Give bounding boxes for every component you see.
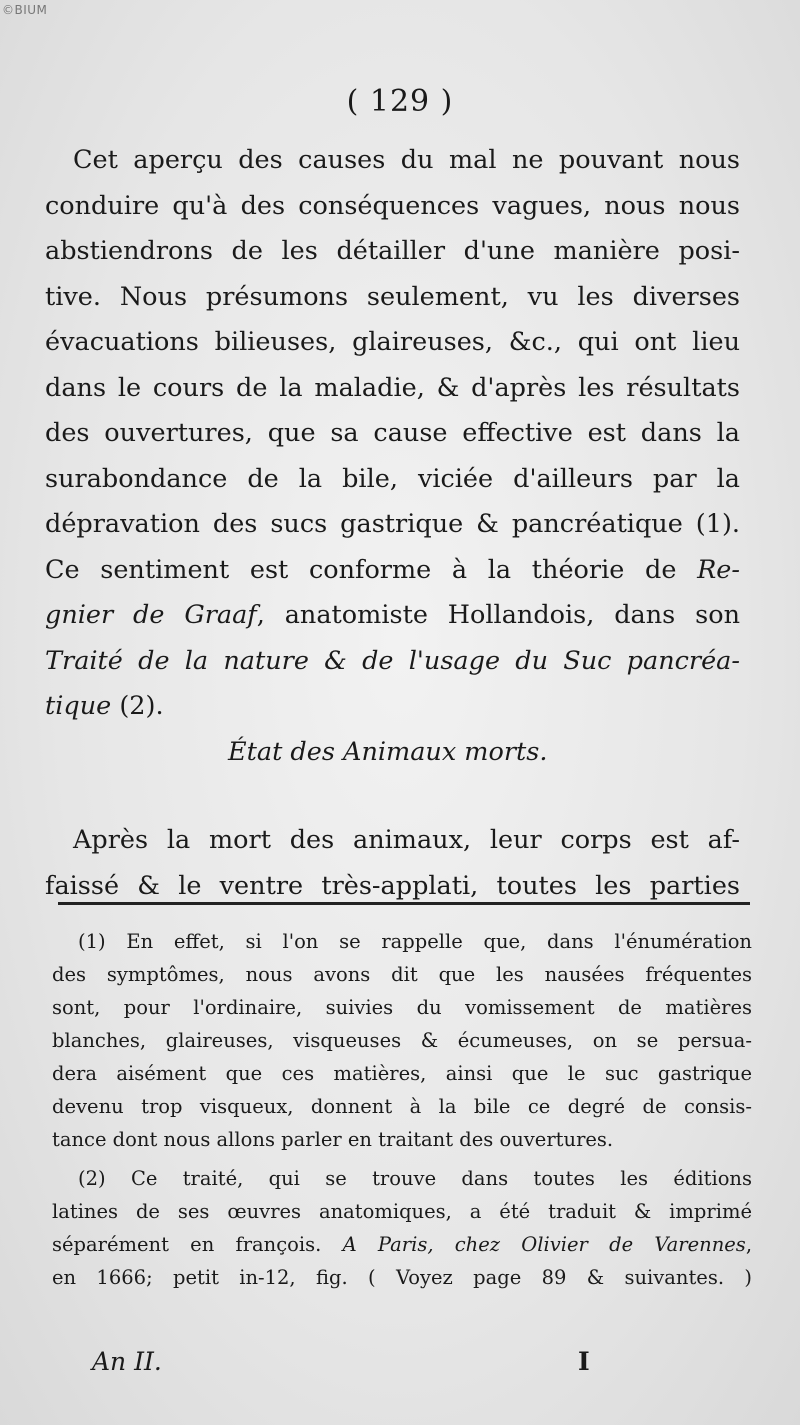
footnotes [52, 925, 752, 1294]
body-line-text: , anatomiste Hollandois, dans son [256, 600, 740, 630]
italic-text: Traité de la nature & de l'usage du Suc pancréa- [45, 645, 740, 676]
footnote-line: blanches, glaireuses, visqueuses & écumeuses, on se persua- [52, 1029, 752, 1052]
body-line: conduire qu'à des conséquences vagues, nous nous [45, 190, 740, 221]
footnote-text: séparément en françois. [52, 1233, 343, 1256]
footnote-text: , [745, 1233, 753, 1256]
body-line: dépravation des sucs gastrique & pancréatique (1). [45, 509, 740, 539]
footnote-line: (2) Ce traité, qui se trouve dans toutes les éditions [78, 1167, 752, 1190]
body-line: Cet aperçu des causes du mal ne pouvant nous [73, 145, 740, 175]
footnote-line: sont, pour l'ordinaire, suivies du vomissement de matières [52, 996, 752, 1019]
body-line: surabondance de la bile, viciée d'ailleurs par la [45, 463, 740, 494]
section-heading: État des Animaux morts. [228, 736, 548, 767]
body-line [45, 593, 740, 639]
footnote-line: (1) En effet, si l'on se rappelle que, dans l'énumération [78, 930, 752, 953]
signature-mark: An II. [92, 1347, 162, 1376]
body-line: abstiendrons de les détailler d'une manière posi- [45, 236, 740, 266]
italic-text: A Paris, chez Olivier de Varennes [342, 1233, 746, 1256]
footnote-line: dera aisément que ces matières, ainsi que le suc gastrique [52, 1062, 752, 1085]
footnote-line: des symptômes, nous avons dit que les nausées fréquentes [52, 963, 752, 986]
body-line-text: (2). [111, 691, 164, 721]
body-text [45, 138, 740, 909]
body-line-text: Ce sentiment est conforme à la théorie de [45, 554, 698, 585]
body-line: des ouvertures, que sa cause effective est dans la [45, 418, 740, 448]
italic-text: tique [45, 691, 112, 721]
footnote-line: latines de ses œuvres anatomiques, a été traduit & imprimé [52, 1200, 752, 1223]
body-line: dans le cours de la maladie, & d'après les résultats [45, 372, 740, 403]
body-line: Après la mort des animaux, leur corps est af- [73, 825, 740, 855]
italic-text: Re- [697, 554, 740, 585]
body-line: faissé & le ventre très-applati, toutes les parties [45, 870, 740, 901]
gathering-mark: I [578, 1347, 590, 1376]
footnote-line [52, 1228, 752, 1261]
watermark: ©BIUM [2, 3, 48, 17]
body-line: évacuations bilieuses, glaireuses, &c., qui ont lieu [45, 327, 740, 357]
footnote-line: tance dont nous allons parler en traitant des ouvertures. [52, 1128, 614, 1151]
paragraph-gap [45, 775, 740, 818]
body-line: tive. Nous présumons seulement, vu les diverses [45, 281, 740, 312]
footnote-line: en 1666; petit in-12, fig. ( Voyez page 89 & suivantes. ) [52, 1266, 752, 1289]
italic-text: gnier de Graaf [45, 600, 257, 630]
body-line [45, 548, 740, 594]
body-line [45, 639, 740, 685]
body-line [45, 684, 740, 730]
footnote-line: devenu trop visqueux, donnent à la bile ce degré de consis- [52, 1095, 752, 1118]
footnote-rule [58, 902, 750, 905]
page-number: ( 129 ) [346, 84, 454, 119]
